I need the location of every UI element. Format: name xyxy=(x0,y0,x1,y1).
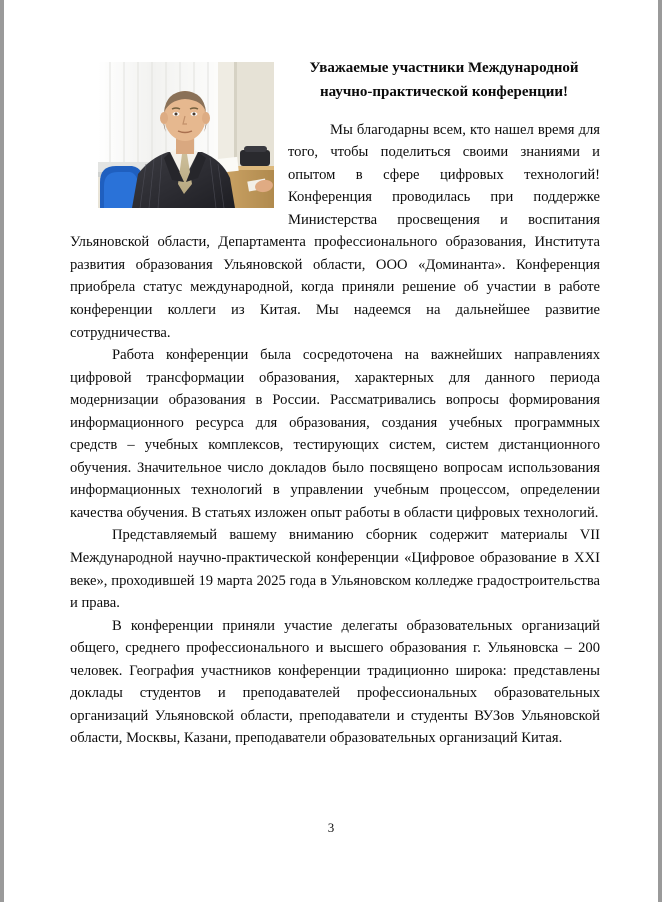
document-text-body xyxy=(70,56,600,750)
page-number-footer: 3 xyxy=(327,820,335,835)
portrait-photo xyxy=(98,62,274,208)
page-title-line-1: Уважаемые участники Международной xyxy=(309,60,579,76)
paragraph-4: В конференции приняли участие делегаты образовательных организаций общего, среднего профессионального и высшего образования г. Ульяновска – 200 человек. География участников конференции традиционно широка: представлены доклады студентов и преподавателей профессиональных образовательных организаций Ульяновской области, преподаватели и студенты ВУЗов Ульяновской области, Москвы, Казани, преподаватели образовательных организаций Китая. xyxy=(70,617,600,747)
paragraph-2: Работа конференции была сосредоточена на важнейших направлениях цифровой трансформации образования, характерных для данного периода модернизации образования в России. Рассматривались вопросы формирования информационного ресурса для образования, создания учебных программных средств – учебных комплексов, тестирующих систем, систем дистанционного обучения. Значительное число докладов было посвящено вопросам использования информационных технологий в управлении учебным процессом, определении качества обучения. В статьях изложен опыт работы в области цифровых технологий. xyxy=(70,347,600,521)
portrait-photo-image xyxy=(98,62,274,208)
document-page-sheet xyxy=(4,0,658,902)
paragraph-3: Представляемый вашему вниманию сборник содержит материалы VII Международной научно-практической конференции «Цифровое образование в XXI веке», проходившей 19 марта 2025 года в Ульяновском колледже градостроительства и права. xyxy=(70,527,600,612)
page-title-line-2: научно-практической конференции! xyxy=(319,84,569,101)
paragraph-1: Мы благодарны всем, кто нашел время для того, чтобы поделиться своими знаниями и опытом в сфере цифровых технологий! Конференция проводилась при поддержке Министерства просвещения и воспитания Ульяновской области, Департамента профессионального образования, Института развития образования Ульяновской области, ООО «Доминанта». Конференция приобрела статус международной, когда приняли решение об участии в работе конференции коллеги из Китая. Мы надеемся на дальнейшее развитие сотрудничества. xyxy=(70,121,600,341)
